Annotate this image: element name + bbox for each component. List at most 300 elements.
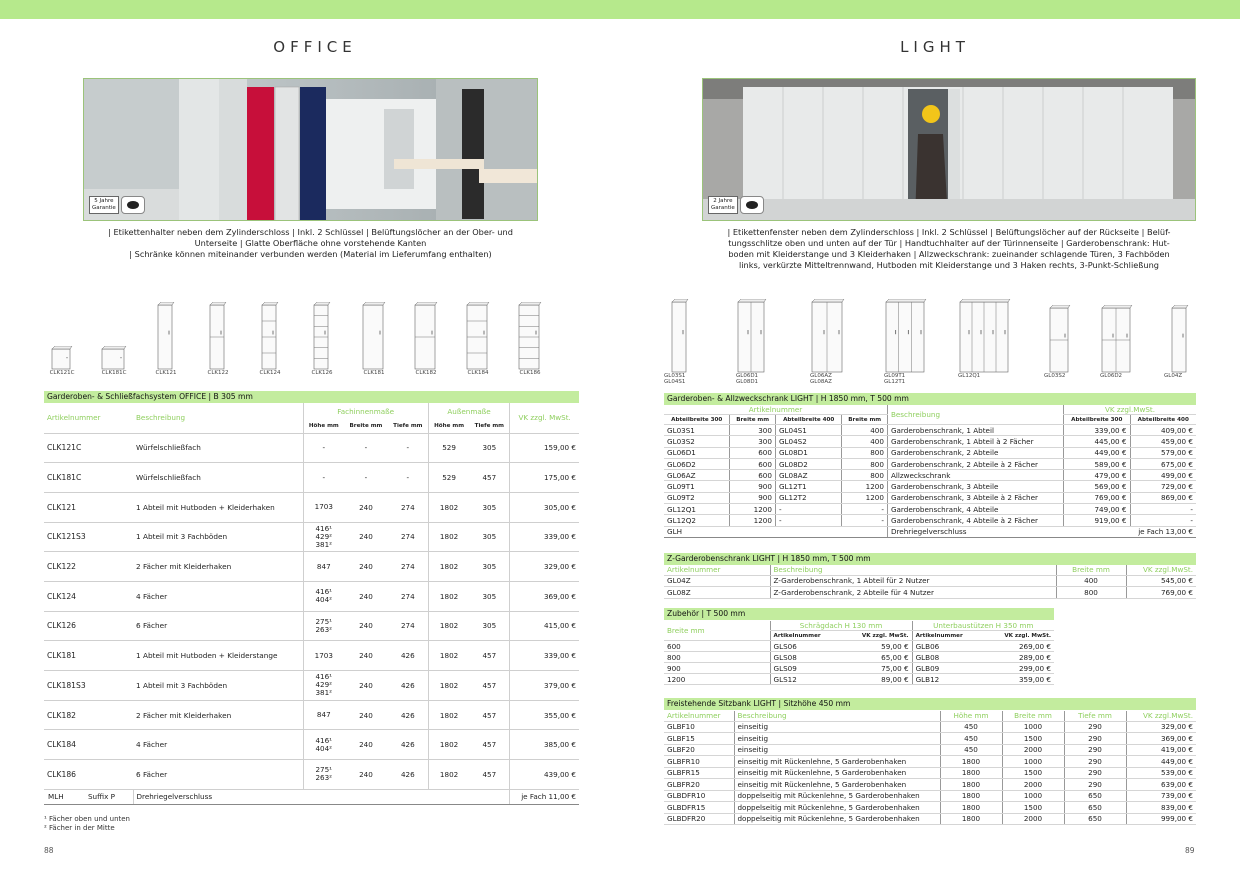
table-row	[664, 652, 1054, 663]
height-value: 381²	[315, 539, 333, 549]
table-row	[664, 504, 1196, 515]
cell-art300: GL09T1	[664, 481, 730, 492]
table-row	[44, 700, 579, 730]
cell-art: GL04Z	[664, 575, 770, 587]
cell-height: 1800	[940, 767, 1002, 779]
cell-price: 385,00 €	[510, 730, 579, 760]
cell-width400: 800	[842, 458, 888, 469]
locker-drawing-icon	[518, 302, 542, 370]
table-row	[664, 565, 1196, 575]
height-value: 404²	[315, 595, 333, 605]
cell-s-art: GLS12	[770, 674, 841, 685]
cell-art300: GL06D2	[664, 458, 730, 469]
cell-width400: 400	[842, 436, 888, 447]
cell-depth: 650	[1064, 790, 1126, 802]
table-row	[664, 756, 1196, 768]
cell-height: 450	[940, 721, 1002, 733]
cell-width: 240	[344, 522, 388, 552]
locker-drawing-icon	[885, 299, 927, 373]
locker-drawing-icon	[414, 302, 438, 370]
cell-price300: 449,00 €	[1063, 447, 1130, 458]
product-label: CLK122	[207, 370, 229, 376]
cell-outer-depth: 457	[469, 730, 509, 760]
cell-desc: 4 Fächer	[133, 730, 303, 760]
header-art: Artikelnummer	[664, 565, 770, 575]
table-row	[664, 470, 1196, 481]
cell-art: CLK121S3	[44, 522, 133, 552]
cell-art400: GL08D2	[775, 458, 842, 469]
product-clk121c	[44, 346, 80, 376]
cell-u-price: 289,00 €	[984, 652, 1054, 663]
product-label: GL04Z	[1164, 373, 1183, 379]
table-row	[44, 641, 579, 671]
cell-height	[303, 611, 344, 641]
cell-width: 1500	[1002, 767, 1064, 779]
cell-outer-height: 1802	[428, 611, 469, 641]
cell-glh-desc: Drehriegelverschluss	[887, 526, 1063, 537]
cell-price: 415,00 €	[510, 611, 579, 641]
cell-u-art: GLB06	[912, 641, 984, 652]
height-value: 416¹	[315, 735, 333, 745]
table-row	[664, 663, 1054, 674]
height-value: 429²	[315, 680, 333, 690]
cell-u-price: 299,00 €	[984, 663, 1054, 674]
cell-outer-depth: 305	[469, 552, 509, 582]
cell-width: 400	[1056, 575, 1126, 587]
cell-desc: 1 Abteil mit 3 Fachböden	[133, 522, 303, 552]
cell-price400: 499,00 €	[1130, 470, 1196, 481]
cell-desc: Garderobenschrank, 1 Abteil à 2 Fächer	[887, 436, 1063, 447]
cell-price: 369,00 €	[1126, 733, 1196, 745]
cell-desc: einseitig mit Rückenlehne, 5 Garderobenhaken	[734, 779, 940, 791]
cell-desc: doppelseitig mit Rückenlehne, 5 Garderobenhaken	[734, 802, 940, 814]
cell-art: GLBF20	[664, 744, 734, 756]
cell-art: GLBDFR20	[664, 813, 734, 825]
product-clk181	[356, 302, 392, 376]
cell-depth: 274	[388, 522, 428, 552]
cell-depth: 274	[388, 611, 428, 641]
light-table3-title: Zubehör | T 500 mm	[664, 608, 1054, 620]
cell-width: 800	[664, 652, 770, 663]
subheader-ab300: Abteilbreite 300	[664, 415, 730, 425]
cell-height: 1800	[940, 813, 1002, 825]
subheader-vk300: Abteilbreite 300	[1063, 415, 1130, 425]
cell-height	[303, 730, 344, 760]
cell-width: 1000	[1002, 721, 1064, 733]
cell-height	[303, 433, 344, 463]
cell-s-price: 75,00 €	[841, 663, 912, 674]
bench-table	[664, 711, 1196, 825]
cell-width: 2000	[1002, 813, 1064, 825]
cell-desc: 6 Fächer	[133, 760, 303, 790]
cell-art400: GL04S1	[775, 425, 842, 436]
product-label: CLK184	[467, 370, 489, 376]
cell-depth: 274	[388, 581, 428, 611]
cell-height: 1800	[940, 790, 1002, 802]
cell-width300: 900	[730, 492, 776, 503]
table-row	[664, 674, 1054, 685]
cell-price300: 769,00 €	[1063, 492, 1130, 503]
header-desc: Beschreibung	[734, 711, 940, 721]
cell-width: -	[344, 433, 388, 463]
cell-desc: Allzweckschrank	[887, 470, 1063, 481]
cell-art: CLK126	[44, 611, 133, 641]
height-value: 275¹	[315, 616, 333, 626]
mlh-suffix: Suffix P	[88, 792, 115, 802]
table-row	[44, 552, 579, 582]
cell-depth: 426	[388, 700, 428, 730]
cell-desc: 1 Abteil mit 3 Fachböden	[133, 671, 303, 701]
cell-outer-depth: 457	[469, 700, 509, 730]
cell-art300: GL06D1	[664, 447, 730, 458]
product-label: CLK186	[519, 370, 541, 376]
cell-width400: 800	[842, 470, 888, 481]
cell-art: GLBF15	[664, 733, 734, 745]
cell-width: 240	[344, 581, 388, 611]
cell-price: 739,00 €	[1126, 790, 1196, 802]
locker-drawing-icon	[313, 302, 331, 370]
height-value: 1703	[314, 650, 333, 660]
subheader-b2: Breite mm	[842, 415, 888, 425]
cell-desc: 1 Abteil mit Hutboden + Kleiderstange	[133, 641, 303, 671]
cell-outer-depth: 305	[469, 433, 509, 463]
header-h: Höhe mm	[940, 711, 1002, 721]
cell-outer-depth: 305	[469, 581, 509, 611]
cell-depth: 290	[1064, 721, 1126, 733]
product-gl03s2	[1044, 305, 1076, 379]
light-photo	[702, 78, 1196, 221]
warranty-seal-icon	[740, 196, 764, 214]
office-description: | Etikettenhalter neben dem Zylinderschloss | Inkl. 2 Schlüssel | Belüftungslöcher an der Ober- und Unterseite | Glatte Oberfläche ohne vorstehende Kanten | Schränke können miteinander verbunden werden (Material im Lieferumfang enthalten)	[108, 227, 513, 259]
cell-mlh-desc: Drehriegelverschluss	[133, 789, 510, 804]
warranty-badge-light: 2 Jahre Garantie	[708, 196, 764, 214]
cell-desc: Z-Garderobenschrank, 2 Abteile für 4 Nutzer	[770, 587, 1056, 599]
table-row	[664, 779, 1196, 791]
product-gl06d1	[736, 299, 768, 385]
cell-u-art: GLB12	[912, 674, 984, 685]
page-number-right: 89	[1185, 846, 1195, 855]
product-label: GL08D1	[736, 379, 759, 385]
cell-price300: 589,00 €	[1063, 458, 1130, 469]
cell-height	[303, 641, 344, 671]
table-row	[664, 767, 1196, 779]
cell-price400: 675,00 €	[1130, 458, 1196, 469]
cell-price300: 569,00 €	[1063, 481, 1130, 492]
subheader-vk: VK zzgl. MwSt.	[984, 631, 1054, 641]
cell-price: 545,00 €	[1126, 575, 1196, 587]
product-label: GL12Q1	[958, 373, 981, 379]
cell-price: 839,00 €	[1126, 802, 1196, 814]
cell-width: 240	[344, 730, 388, 760]
cell-price: 355,00 €	[510, 700, 579, 730]
cell-outer-depth: 305	[469, 611, 509, 641]
cell-mlh-price: je Fach 11,00 €	[510, 789, 579, 804]
header-t: Tiefe mm	[1064, 711, 1126, 721]
cell-price: 339,00 €	[510, 522, 579, 552]
height-value: 416¹	[315, 672, 333, 682]
cell-height: 1800	[940, 756, 1002, 768]
cell-s-art: GLS06	[770, 641, 841, 652]
cell-u-price: 359,00 €	[984, 674, 1054, 685]
product-gl03s1	[664, 299, 696, 385]
page-number-left: 88	[44, 846, 54, 855]
cell-desc: Würfelschließfach	[133, 463, 303, 493]
cell-price: 329,00 €	[510, 552, 579, 582]
product-label: GL06D1	[736, 373, 759, 379]
height-value: 416¹	[315, 523, 333, 533]
cell-desc: einseitig mit Rückenlehne, 5 Garderobenhaken	[734, 756, 940, 768]
table-row	[44, 522, 579, 552]
cell-width300: 600	[730, 470, 776, 481]
cell-s-price: 59,00 €	[841, 641, 912, 652]
cell-art400: -	[775, 515, 842, 526]
cell-desc: einseitig	[734, 744, 940, 756]
light-table4-title: Freistehende Sitzbank LIGHT | Sitzhöhe 450 mm	[664, 698, 1196, 710]
cell-desc: Garderobenschrank, 4 Abteile	[887, 504, 1063, 515]
cell-price300: 445,00 €	[1063, 436, 1130, 447]
product-label: GL03S2	[1044, 373, 1066, 379]
subheader-to: Tiefe mm	[469, 419, 509, 433]
cell-art400: -	[775, 504, 842, 515]
locker-drawing-icon	[51, 346, 73, 370]
footnotes: ¹ Fächer oben und unten ² Fächer in der Mitte	[44, 815, 130, 832]
cell-desc: Garderobenschrank, 4 Abteile à 2 Fächer	[887, 515, 1063, 526]
cell-price300: 919,00 €	[1063, 515, 1130, 526]
cell-price: 419,00 €	[1126, 744, 1196, 756]
cell-desc: 2 Fächer mit Kleiderhaken	[133, 700, 303, 730]
cell-art400: GL12T2	[775, 492, 842, 503]
cell-width400: -	[842, 504, 888, 515]
cell-price300: 749,00 €	[1063, 504, 1130, 515]
locker-drawing-icon	[811, 299, 845, 373]
header-desc: Beschreibung	[133, 403, 303, 433]
height-value: 847	[316, 710, 331, 720]
cell-desc: Garderobenschrank, 3 Abteile	[887, 481, 1063, 492]
cell-s-art: GLS09	[770, 663, 841, 674]
product-label: CLK121C	[49, 370, 75, 376]
locker-drawing-icon	[157, 302, 175, 370]
office-table-title: Garderoben- & Schließfachsystem OFFICE | B 305 mm	[44, 391, 579, 403]
locker-drawing-icon	[737, 299, 767, 373]
table-row	[44, 730, 579, 760]
table-row	[664, 711, 1196, 721]
height-value: -	[322, 442, 326, 452]
light-description: | Etikettenfenster neben dem Zylinderschloss | Inkl. 2 Schlüssel | Belüftungslöcher auf der Rückseite | Belüf- tungsschlitze oben und unten auf der Tür | Handtuchhalter auf der Türinnenseite | Garderobenschrank: Hut- boden mit Kleiderstange und 3 Kleiderhaken | Allzweckschrank: zueinander schlagende Türen, 3 Fachböden links, verkürzte Mitteltrennwand, Hutboden mit Kleiderstange und 3 Haken rechts, 3-Punkt-Schließung	[727, 227, 1171, 270]
cell-depth: 290	[1064, 767, 1126, 779]
height-value: 263²	[315, 773, 333, 783]
table-row	[664, 492, 1196, 503]
cell-height	[303, 463, 344, 493]
locker-drawing-icon	[209, 302, 227, 370]
cell-s-art: GLS08	[770, 652, 841, 663]
cell-width: 240	[344, 700, 388, 730]
table-row	[44, 581, 579, 611]
cell-price: 769,00 €	[1126, 587, 1196, 599]
table-row	[44, 492, 579, 522]
cell-desc: 2 Fächer mit Kleiderhaken	[133, 552, 303, 582]
height-value: -	[322, 472, 326, 482]
product-clk181c	[96, 346, 132, 376]
product-gl06d2	[1100, 305, 1134, 379]
warranty-badge: 5 Jahre Garantie	[89, 196, 145, 214]
table-row	[664, 621, 1054, 631]
cell-width300: 600	[730, 458, 776, 469]
cell-art300: GL03S1	[664, 425, 730, 436]
cell-u-art: GLB08	[912, 652, 984, 663]
locker-drawing-icon	[362, 302, 386, 370]
cell-outer-depth: 305	[469, 522, 509, 552]
product-gl06az	[810, 299, 846, 385]
cell-desc: Garderobenschrank, 3 Abteile à 2 Fächer	[887, 492, 1063, 503]
product-label: CLK181	[363, 370, 385, 376]
locker-drawing-icon	[1049, 305, 1071, 373]
cell-width: 600	[664, 641, 770, 652]
cell-art: CLK124	[44, 581, 133, 611]
product-label: GL04S1	[664, 379, 686, 385]
header-schraegdach: Schrägdach H 130 mm	[770, 621, 912, 631]
cell-price400: -	[1130, 504, 1196, 515]
cell-price: 639,00 €	[1126, 779, 1196, 791]
cell-depth: 426	[388, 730, 428, 760]
cell-art300: GL12Q1	[664, 504, 730, 515]
cell-width400: 1200	[842, 492, 888, 503]
product-label: GL09T1	[884, 373, 906, 379]
cell-depth: 426	[388, 641, 428, 671]
cell-desc: Würfelschließfach	[133, 433, 303, 463]
cell-width300: 300	[730, 425, 776, 436]
cell-outer-height: 529	[428, 433, 469, 463]
cell-art400: GL04S2	[775, 436, 842, 447]
header-vk: VK zzgl. MwSt.	[510, 403, 579, 433]
product-clk182	[408, 302, 444, 376]
cell-width: 2000	[1002, 744, 1064, 756]
cell-outer-height: 1802	[428, 492, 469, 522]
cell-price: 175,00 €	[510, 463, 579, 493]
cell-art: GLBFR15	[664, 767, 734, 779]
light-locker-table	[664, 405, 1196, 538]
subheader-t: Tiefe mm	[388, 419, 428, 433]
cell-height: 450	[940, 744, 1002, 756]
table-row	[664, 813, 1196, 825]
table-row	[664, 515, 1196, 526]
table-row	[44, 789, 579, 804]
table-row	[664, 526, 1196, 537]
cell-height	[303, 581, 344, 611]
cell-art: CLK181	[44, 641, 133, 671]
locker-drawing-icon	[671, 299, 689, 373]
product-label: CLK181C	[101, 370, 127, 376]
subheader-h: Höhe mm	[303, 419, 344, 433]
cell-outer-depth: 457	[469, 671, 509, 701]
cell-price400: 869,00 €	[1130, 492, 1196, 503]
cell-outer-height: 1802	[428, 552, 469, 582]
cell-art400: GL08AZ	[775, 470, 842, 481]
locker-drawing-icon	[101, 346, 127, 370]
cell-art: CLK181S3	[44, 671, 133, 701]
cell-height	[303, 760, 344, 790]
cell-price300: 479,00 €	[1063, 470, 1130, 481]
cell-width: -	[344, 463, 388, 493]
cell-depth: 650	[1064, 802, 1126, 814]
cell-height	[303, 492, 344, 522]
table-row	[664, 744, 1196, 756]
cell-outer-depth: 305	[469, 492, 509, 522]
locker-drawing-icon	[1171, 305, 1189, 373]
top-color-bar	[0, 0, 1240, 19]
cell-width400: -	[842, 515, 888, 526]
locker-drawing-icon	[1101, 305, 1133, 373]
table-row	[664, 458, 1196, 469]
cell-art300: GL06AZ	[664, 470, 730, 481]
product-gl04z	[1164, 305, 1196, 379]
header-vk: VK zzgl.MwSt.	[1126, 565, 1196, 575]
header-art: Artikelnummer	[44, 403, 133, 433]
header-vk: VK zzgl.MwSt.	[1063, 405, 1196, 415]
header-outer: Außenmaße	[428, 403, 510, 419]
locker-drawing-icon	[261, 302, 279, 370]
light-table1-title: Garderoben- & Allzweckschrank LIGHT | H 1850 mm, T 500 mm	[664, 393, 1196, 405]
cell-width400: 800	[842, 447, 888, 458]
header-desc: Beschreibung	[770, 565, 1056, 575]
locker-drawing-icon	[466, 302, 490, 370]
cell-art: CLK121	[44, 492, 133, 522]
table-row	[664, 405, 1196, 415]
height-value: 416¹	[315, 587, 333, 597]
office-photo	[83, 78, 538, 221]
table-row	[664, 790, 1196, 802]
cell-desc: einseitig mit Rückenlehne, 5 Garderobenhaken	[734, 767, 940, 779]
cell-depth: 426	[388, 671, 428, 701]
header-desc: Beschreibung	[887, 405, 1063, 425]
cell-height	[303, 552, 344, 582]
product-clk124	[252, 302, 288, 376]
cell-depth: 426	[388, 760, 428, 790]
page-title-light: LIGHT	[900, 38, 970, 56]
cell-width: 800	[1056, 587, 1126, 599]
subheader-art: Artikelnummer	[912, 631, 984, 641]
cell-art: CLK181C	[44, 463, 133, 493]
cell-height	[303, 671, 344, 701]
cell-width: 240	[344, 641, 388, 671]
cell-outer-height: 1802	[428, 760, 469, 790]
cell-price: 449,00 €	[1126, 756, 1196, 768]
cell-glh: GLH	[664, 526, 887, 537]
subheader-ab400: Abteilbreite 400	[775, 415, 842, 425]
table-row	[664, 436, 1196, 447]
subheader-b: Breite mm	[344, 419, 388, 433]
cell-outer-height: 1802	[428, 581, 469, 611]
header-b: Breite mm	[1002, 711, 1064, 721]
product-clk122	[200, 302, 236, 376]
subheader-vk: VK zzgl. MwSt.	[841, 631, 912, 641]
product-label: GL08AZ	[810, 379, 832, 385]
accessory-table	[664, 621, 1054, 685]
cell-depth: 274	[388, 552, 428, 582]
cell-desc: 6 Fächer	[133, 611, 303, 641]
cell-price: 159,00 €	[510, 433, 579, 463]
cell-outer-height: 529	[428, 463, 469, 493]
cell-s-price: 89,00 €	[841, 674, 912, 685]
cell-art: CLK122	[44, 552, 133, 582]
cell-width400: 400	[842, 425, 888, 436]
cell-height: 1800	[940, 779, 1002, 791]
cell-width: 900	[664, 663, 770, 674]
cell-height: 1800	[940, 802, 1002, 814]
cell-art: CLK186	[44, 760, 133, 790]
cell-desc: doppelseitig mit Rückenlehne, 5 Garderobenhaken	[734, 813, 940, 825]
locker-drawing-icon	[959, 299, 1011, 373]
subheader-ho: Höhe mm	[428, 419, 469, 433]
